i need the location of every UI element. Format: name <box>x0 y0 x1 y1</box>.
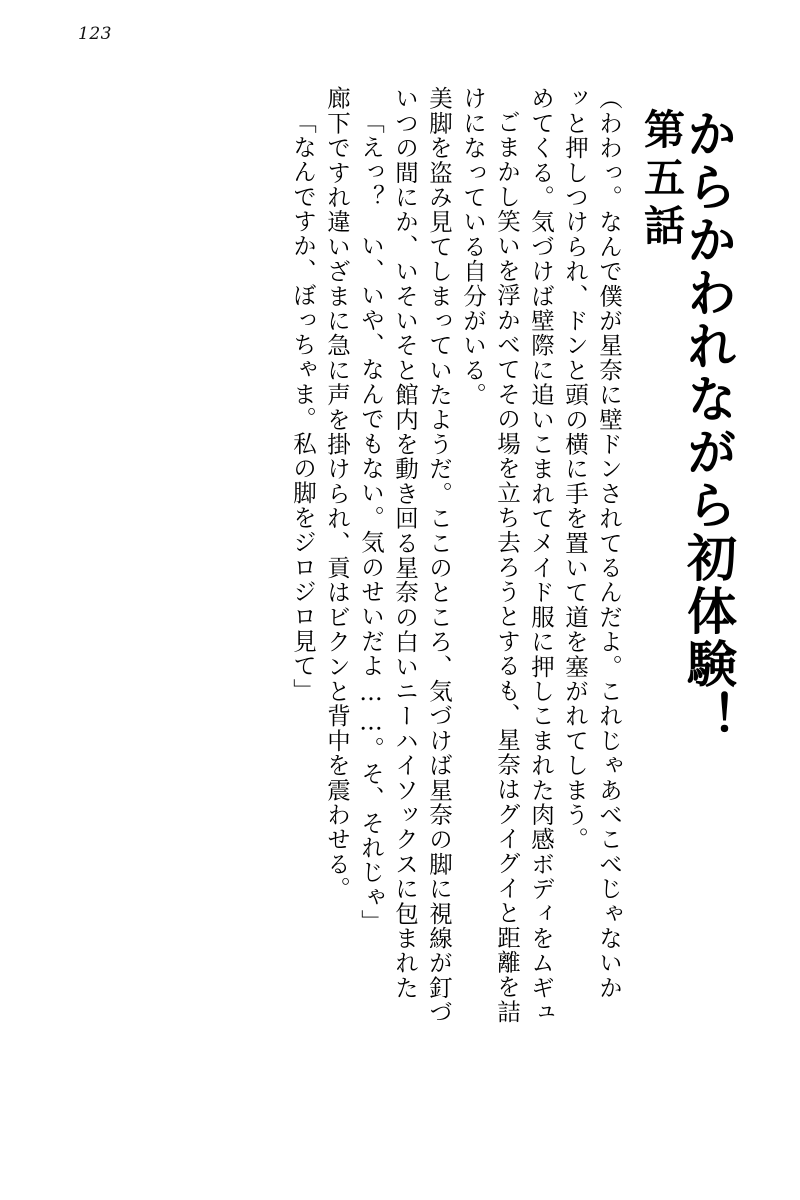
text-column: （わわっ。なんで僕が星奈に壁ドンされてるんだよ。これじゃあべこべじゃないか <box>595 86 623 1000</box>
body-columns <box>280 86 623 1180</box>
text-column: ッと押しつけられ、ドンと頭の横に手を置いて道を塞がれてしまう。 <box>561 86 589 852</box>
text-column: けになっている自分がいる。 <box>459 86 487 408</box>
text-column: 「なんですか、ぼっちゃま。私の脚をジロジロ見て」 <box>289 110 317 703</box>
chapter-heading <box>638 108 740 808</box>
text-column: 「えっ？ い、いや、なんでもない。気のせいだよ……。そ、それじゃ」 <box>357 110 385 935</box>
text-column: めてくる。気づけば壁際に追いこまれてメイド服に押しこまれた肉感ボディをムギュ <box>527 86 555 1025</box>
chapter-title: からかわれながら初体験！ <box>679 108 737 744</box>
vertical-text-block <box>48 86 740 1180</box>
text-column: 廊下ですれ違いざまに急に声を掛けられ、貢はビクンと背中を震わせる。 <box>323 86 351 902</box>
text-column: いつの間にか、いそいそと館内を動き回る星奈の白いニーハイソックスに包まれた <box>391 86 419 1000</box>
chapter-label: 第五話 <box>637 108 685 252</box>
page-number: 123 <box>78 24 112 44</box>
text-column: ごまかし笑いを浮かべてその場を立ち去ろうとするも、星奈はグイグイと距離を詰 <box>493 110 521 1024</box>
text-column: 美脚を盗み見てしまっていたようだ。ここのところ、気づけば星奈の脚に視線が釘づ <box>425 86 453 1025</box>
